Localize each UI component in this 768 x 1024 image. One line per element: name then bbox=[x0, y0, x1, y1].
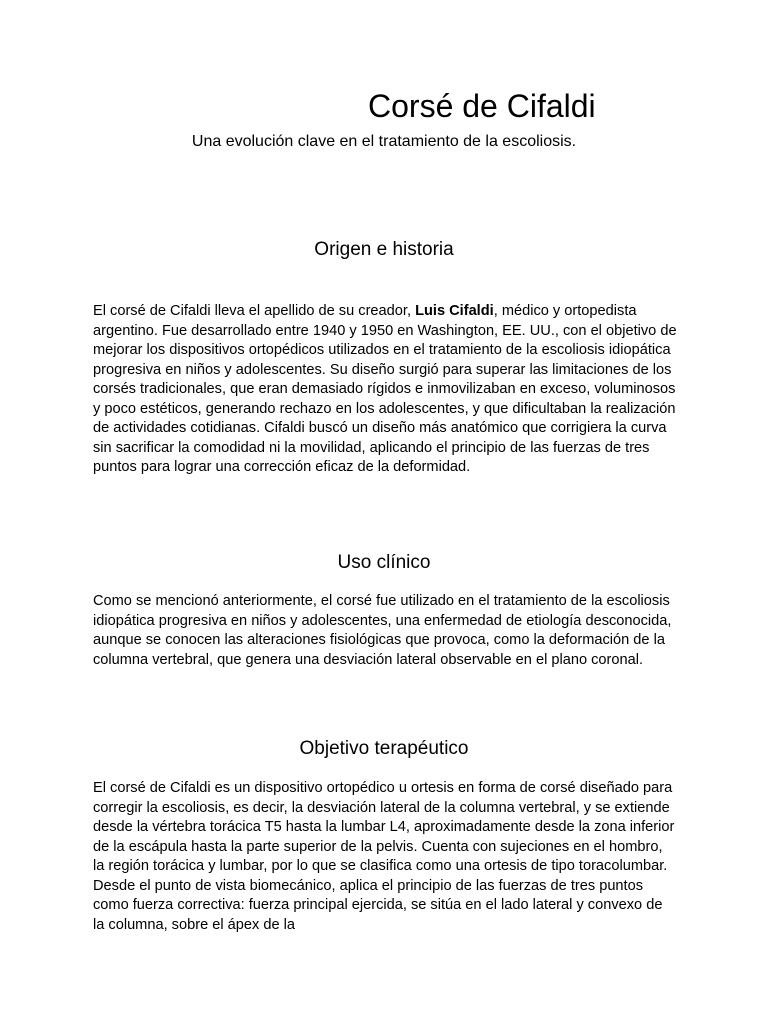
document-subtitle: Una evolución clave en el tratamiento de la escoliosis. bbox=[191, 133, 577, 150]
section-heading-objetivo: Objetivo terapéutico bbox=[299, 738, 469, 759]
paragraph-text: El corsé de Cifaldi lleva el apellido de su creador, bbox=[93, 303, 416, 319]
section-paragraph-origen bbox=[93, 302, 677, 478]
section-paragraph-uso-clinico: Como se mencionó anteriormente, el corsé fue utilizado en el tratamiento de la escoliosis idiopática progresiva en niños y adolescentes, una enfermedad de etiología desconocida, aunque se conocen las alteraciones fisiológicas que provoca, como la deformación de la columna vertebral, que genera una desviación lateral observable en el plano coronal. bbox=[93, 593, 672, 668]
section-paragraph-objetivo: El corsé de Cifaldi es un dispositivo ortopédico u ortesis en forma de corsé diseñado para corregir la escoliosis, es decir, la desviación lateral de la columna vertebral, y se extiende desde la vértebra torácica T5 hasta la lumbar L4, aproximadamente desde la zona inferior de la escápula hasta la parte superior de la pelvis. Cuenta con sujeciones en el hombro, la región torácica y lumbar, por lo que se clasifica como una ortesis de tipo toracolumbar. Desde el punto de vista biomecánico, aplica el principio de las fuerzas de tres puntos como fuerza correctiva: fuerza principal ejercida, se sitúa en el lado lateral y convexo de la columna, sobre el ápex de la bbox=[93, 780, 675, 933]
section-heading-uso-clinico: Uso clínico bbox=[337, 552, 431, 573]
creator-name: Luis Cifaldi bbox=[415, 303, 494, 319]
paragraph-text: , médico y ortopedista argentino. Fue desarrollado entre 1940 y 1950 en Washington, EE. UU., con el objetivo de mejorar los dispositivos ortopédicos utilizados en el tratamiento de la escoliosis idiopática progresiva en niños y adolescentes. Su diseño surgió para superar las limitaciones de los corsés tradicionales, que eran demasiado rígidos e inmovilizaban en exceso, voluminosos y poco estéticos, generando rechazo en los adolescentes, y que dificultaban la realización de actividades cotidianas. Cifaldi buscó un diseño más anatómico que corrigiera la curva sin sacrificar la comodidad ni la movilidad, aplicando el principio de las fuerzas de tres puntos para lograr una corrección eficaz de la deformidad. bbox=[93, 303, 677, 475]
document-title: Corsé de Cifaldi bbox=[368, 88, 596, 124]
section-heading-origen: Origen e historia bbox=[314, 239, 454, 260]
